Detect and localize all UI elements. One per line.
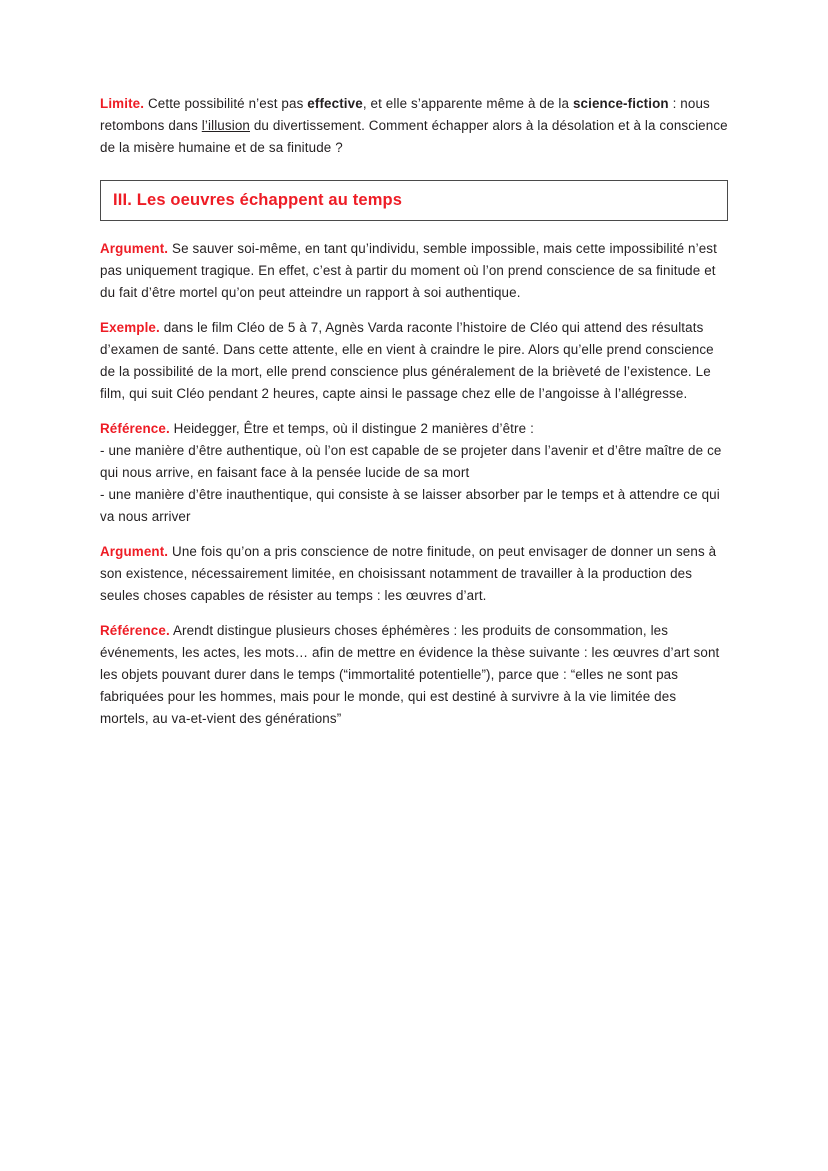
paragraph-label-limite: Limite.: [100, 96, 145, 111]
paragraph-reference-2: [100, 620, 728, 730]
limite-text-1: Cette possibilité n’est pas: [144, 96, 308, 111]
reference-1-line-3: - une manière d’être inauthentique, qui consiste à se laisser absorber par le temps et à attendre ce qui va nous arriver: [100, 487, 720, 524]
section-heading-title: III. Les oeuvres échappent au temps: [113, 191, 403, 209]
limite-bold-effective: effective: [307, 96, 363, 111]
paragraph-reference-1: [100, 418, 728, 528]
limite-bold-science-fiction: science-fiction: [572, 96, 669, 111]
limite-text-2: , et elle s’apparente même à de la: [362, 96, 573, 111]
paragraph-label-exemple-1: Exemple.: [100, 320, 160, 335]
paragraph-label-argument-2: Argument.: [100, 544, 169, 559]
document-body: [100, 93, 728, 730]
paragraph-label-argument-1: Argument.: [100, 241, 169, 256]
argument-2-text: Une fois qu’on a pris conscience de notre finitude, on peut envisager de donner un sens à son existence, nécessairement limitée, en choisissant notamment de travailler à la production des seules choses capables de résister au temps : les œuvres d’art.: [100, 544, 717, 603]
exemple-1-text: dans le film Cléo de 5 à 7, Agnès Varda raconte l’histoire de Cléo qui attend des résultats d’examen de santé. Dans cette attente, elle en vient à craindre le pire. Alors qu’elle prend conscience de la possibilité de la mort, elle prend conscience plus généralement de la brièveté de l’existence. Le film, qui suit Cléo pendant 2 heures, capte ainsi le passage chez elle de l’angoisse à l’allégresse.: [100, 320, 714, 401]
limite-text-3: : nous retombons dans: [100, 96, 710, 133]
reference-2-text: Arendt distingue plusieurs choses éphémères : les produits de consommation, les événements, les actes, les mots… afin de mettre en évidence la thèse suivante : les œuvres d’art sont les objets pouvant durer dans le temps (“immortalité potentielle”), parce que : “elles ne sont pas fabriquées pour les hommes, mais pour le monde, qui est destiné à survivre à la vie limitée des mortels, au va-et-vient des générations”: [100, 623, 720, 726]
paragraph-argument-1: [100, 238, 728, 304]
argument-1-text: Se sauver soi-même, en tant qu’individu, semble impossible, mais cette impossibilité n’est pas uniquement tragique. En effet, c’est à partir du moment où l’on prend conscience de sa finitude et du fait d’être mortel qu’on peut atteindre un rapport à soi authentique.: [100, 241, 717, 300]
reference-1-line-2: - une manière d’être authentique, où l’on est capable de se projeter dans l’avenir et d’être maître de ce qui nous arrive, en faisant face à la pensée lucide de sa mort: [100, 443, 722, 480]
paragraph-label-reference-1: Référence.: [100, 421, 170, 436]
limite-text-4: du divertissement. Comment échapper alors à la désolation et à la conscience de la misère humaine et de sa finitude ?: [100, 118, 728, 155]
limite-underline-illusion: l’illusion: [201, 118, 250, 133]
section-heading-box: [100, 180, 728, 221]
paragraph-argument-2: [100, 541, 728, 607]
paragraph-label-reference-2: Référence.: [100, 623, 170, 638]
paragraph-exemple-1: [100, 317, 728, 405]
paragraph-limite: [100, 93, 728, 159]
reference-1-line-1: Heidegger, Être et temps, où il distingue 2 manières d’être :: [169, 421, 534, 436]
